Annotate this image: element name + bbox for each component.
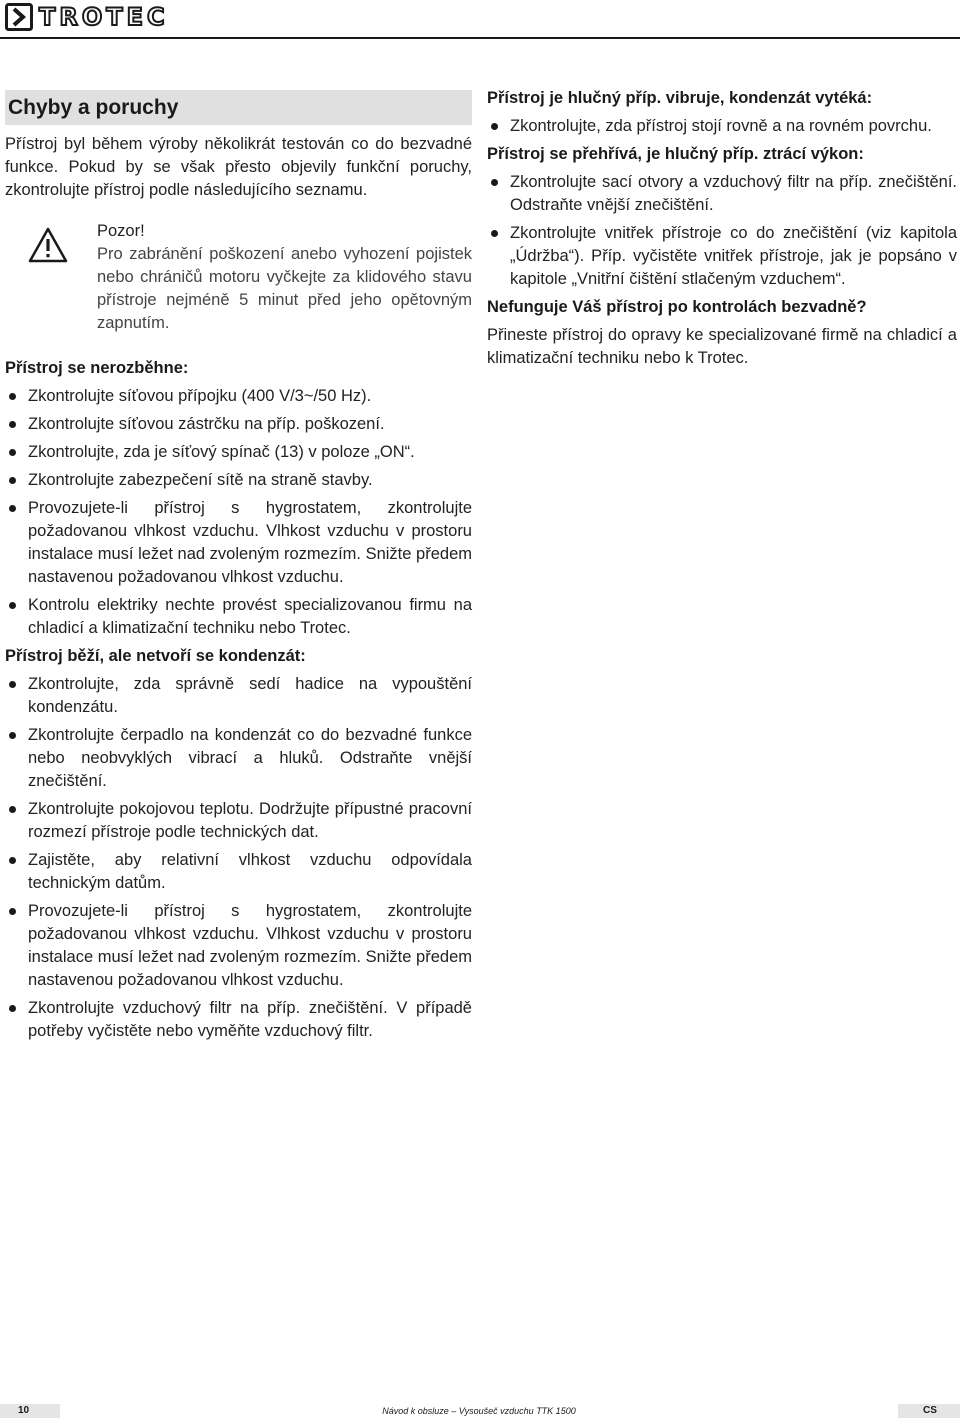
brand-logo: [5, 3, 169, 31]
list-item: Zajistěte, aby relativní vlhkost vzduchu odpovídala technickým datům.: [5, 849, 472, 895]
group-title-no-start: Přístroj se nerozběhne:: [5, 359, 189, 377]
left-column: [5, 90, 472, 1048]
final-text: Přineste přístroj do opravy ke specializované firmě na chladicí a klimatizační techniku nebo k Trotec.: [487, 326, 957, 367]
header-rule: [0, 37, 960, 39]
list-item: Zkontrolujte síťovou zástrčku na příp. poškození.: [5, 413, 472, 436]
right-column: [487, 87, 957, 370]
brand-name: TROTEC: [39, 3, 169, 31]
warning-body: [97, 220, 472, 335]
list-item: Zkontrolujte, zda přístroj stojí rovně a na rovném povrchu.: [487, 115, 957, 138]
group-title-no-condensate: Přístroj běží, ale netvoří se kondenzát:: [5, 647, 306, 665]
intro-text: Přístroj byl během výroby několikrát testován co do bezvadné funkce. Pokud by se však přesto objevily funkční poruchy, zkontrolujte přístroj podle následujícího seznamu.: [5, 135, 472, 199]
list-item: Zkontrolujte vzduchový filtr na příp. znečištění. V případě potřeby vyčistěte nebo vyměňte vzduchový filtr.: [5, 997, 472, 1043]
list-item: Zkontrolujte sací otvory a vzduchový filtr na příp. znečištění. Odstraňte vnější znečištění.: [487, 171, 957, 217]
footer-doc-title: Návod k obsluze – Vysoušeč vzduchu TTK 1500: [60, 1404, 898, 1418]
list-item: Provozujete-li přístroj s hygrostatem, zkontrolujte požadovanou vlhkost vzduchu. Vlhkost vzduchu v prostoru instalace musí ležet nad zvoleným rozmezím. Snižte předem nastavenou požadovanou vlhkost vzduchu.: [5, 497, 472, 589]
group-title-noisy: Přístroj je hlučný příp. vibruje, kondenzát vytéká:: [487, 89, 873, 107]
list-item: Zkontrolujte pokojovou teplotu. Dodržujte přípustné pracovní rozmezí přístroje podle technických dat.: [5, 798, 472, 844]
list-item: Zkontrolujte vnitřek přístroje co do znečištění (viz kapitola „Údržba“). Příp. vyčistěte vnitřek přístroje, jak je popsáno v kapitole „Vnitřní čištění stlačeným vzduchem“.: [487, 222, 957, 291]
warning-title: Pozor!: [97, 222, 145, 240]
list-item: Zkontrolujte síťovou přípojku (400 V/3~/50 Hz).: [5, 385, 472, 408]
list-item: Zkontrolujte, zda správně sedí hadice na vypouštění kondenzátu.: [5, 673, 472, 719]
warning-text: Pro zabránění poškození anebo vyhození pojistek nebo chráničů motoru vyčkejte za klidového stavu přístroje nejméně 5 minut před jeho opětovným zapnutím.: [97, 245, 472, 332]
final-title: Nefunguje Váš přístroj po kontrolách bezvadně?: [487, 298, 867, 316]
list-item: Zkontrolujte, zda je síťový spínač (13) v poloze „ON“.: [5, 441, 472, 464]
trotec-logo-icon: [5, 3, 33, 31]
language-code: CS: [923, 1405, 937, 1416]
list-item: Zkontrolujte zabezpečení sítě na straně stavby.: [5, 469, 472, 492]
list-item: Zkontrolujte čerpadlo na kondenzát co do bezvadné funkce nebo neobvyklých vibrací a hluků. Odstraňte vnější znečištění.: [5, 724, 472, 793]
list-item: Provozujete-li přístroj s hygrostatem, zkontrolujte požadovanou vlhkost vzduchu. Vlhkost vzduchu v prostoru instalace musí ležet nad zvoleným rozmezím. Snižte předem nastavenou požadovanou vlhkost vzduchu.: [5, 900, 472, 992]
checklist-no-start: [5, 385, 472, 640]
group-title-overheat: Přístroj se přehřívá, je hlučný příp. ztrácí výkon:: [487, 145, 864, 163]
checklist-overheat: [487, 171, 957, 291]
checklist-no-condensate: [5, 673, 472, 1043]
page-number: 10: [18, 1405, 30, 1416]
warning-box: [5, 220, 472, 335]
list-item: Kontrolu elektriky nechte provést specializovanou firmu na chladicí a klimatizační techniku nebo Trotec.: [5, 594, 472, 640]
warning-icon: [27, 226, 69, 335]
checklist-noisy: [487, 115, 957, 138]
section-title: Chyby a poruchy: [5, 90, 472, 125]
